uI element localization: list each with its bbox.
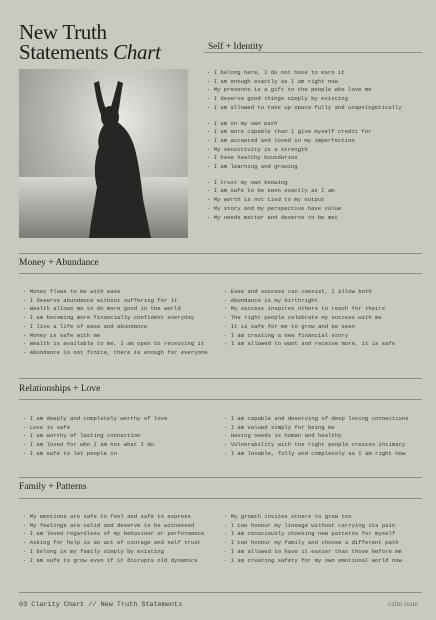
family-list-left [23,513,204,565]
list-item: · I am worthy of lasting connection [23,432,167,441]
list-item: · My sensitivity is a strength [207,146,402,155]
list-item: · Ease and success can coexist, I allow both [224,288,395,297]
list-item: · Money flows to me with ease [23,288,208,297]
list-item: · My success inspires others to reach for theirs [224,305,395,314]
list-item: · I am enough exactly as I am right now [207,78,402,87]
list-item: · Abundance is my birthright [224,297,395,306]
list-item: · I am loved regardless of my behaviour or performance [23,530,204,539]
list-item: · I am consciously choosing new patterns for myself [224,530,402,539]
list-item: · I live a life of ease and abundance [23,323,208,332]
list-item: · I can honour my lineage without carrying its pain [224,522,402,531]
list-item: · I am valued simply for being me [224,424,409,433]
list-item: · My growth invites others to grow too [224,513,402,522]
divider [19,399,422,400]
list-item: · I am accepted and loved in my imperfection [207,137,402,146]
list-item: · My worth is not tied to my output [207,196,402,205]
list-item: · It is safe for me to grow and be seen [224,323,395,332]
photo-silhouette [19,69,188,238]
family-list-right [224,513,402,565]
page-title [19,22,161,62]
list-item: · I deserve abundance without suffering for it [23,297,208,306]
divider [19,378,422,379]
list-item: · I have healthy boundaries [207,154,402,163]
list-item: · I trust my own knowing [207,179,402,188]
relationships-list-left [23,415,167,459]
list-item: · I am lovable, fully and completely as I am right now [224,450,409,459]
silhouette-image [19,69,188,238]
relationships-list-right [224,415,409,459]
list-item: · Vulnerability with the right people creates intimacy [224,441,409,450]
list-item: · I am becoming more financially confident everyday [23,314,208,323]
list-item: · I can honour my family and choose a different path [224,539,402,548]
section-title-relationships: Relationships + Love [19,384,101,394]
list-item: · I am capable and deserving of deep loving connections [224,415,409,424]
list-item: · Having needs is human and healthy [224,432,409,441]
list-item: · I belong in my family simply by existing [23,548,204,557]
list-item: · I am learning and growing [207,163,402,172]
list-item: · Wealth allows me to do more good in the world [23,305,208,314]
list-item: · I am deeply and completely worthy of love [23,415,167,424]
list-item: · My needs matter and deserve to be met [207,214,402,223]
list-item: · Love is safe [23,424,167,433]
list-item: · I am allowed to want and receive more, it is safe [224,340,395,349]
list-item: · I deserve good things simply by existing [207,95,402,104]
divider [19,477,422,478]
list-item: · My story and my perspective have value [207,205,402,214]
title-italic: Chart [113,40,161,64]
list-item: · My feelings are valid and deserve to be witnessed [23,522,204,531]
list-item: · My presence is a gift to the people who love me [207,86,402,95]
list-item: · I am safe to let people in [23,450,167,459]
list-item: · My emotions are safe to feel and safe to express [23,513,204,522]
list-item: · Asking for help is an act of courage and self trust [23,539,204,548]
section-title-money: Money + Abundance [19,258,99,268]
list-item: · I am creating a new financial story [224,332,395,341]
list-item: · I am on my own path [207,120,402,129]
divider [204,52,422,53]
list-item: · I am loved for who I am not what I do [23,441,167,450]
money-list-left [23,288,208,358]
brand-logo: calm state [387,600,418,608]
section-title-self: Self + Identity [208,42,263,52]
list-item: · The right people celebrate my success with me [224,314,395,323]
divider [19,592,422,593]
footer-text: 03 Clarity Chart // New Truth Statements [19,601,183,609]
divider [19,253,422,254]
self-identity-list [207,69,402,222]
list-item: · I am creating safety for my own emotional world now [224,557,402,566]
list-item: · I am safe to be seen exactly as I am [207,187,402,196]
title-line-2 [19,42,161,62]
list-item: · Money is safe with me [23,332,208,341]
list-item: · I am allowed to have it easier than those before me [224,548,402,557]
title-plain: Statements [19,40,109,64]
list-item: · I am safe to grow even if it disrupts old dynamics [23,557,204,566]
list-item: · I am allowed to take up space fully and unapologetically [207,104,402,113]
list-item: · Abundance is not finite, there is enough for everyone [23,349,208,358]
list-item: · I am more capable than I give myself credit for [207,128,402,137]
divider [19,273,422,274]
money-list-right [224,288,395,349]
title-line-1: New Truth [19,20,107,44]
list-item: · Wealth is available to me, I am open to receiving it [23,340,208,349]
divider [19,498,422,499]
list-item: · I belong here, I do not have to earn it [207,69,402,78]
section-title-family: Family + Patterns [19,482,87,492]
